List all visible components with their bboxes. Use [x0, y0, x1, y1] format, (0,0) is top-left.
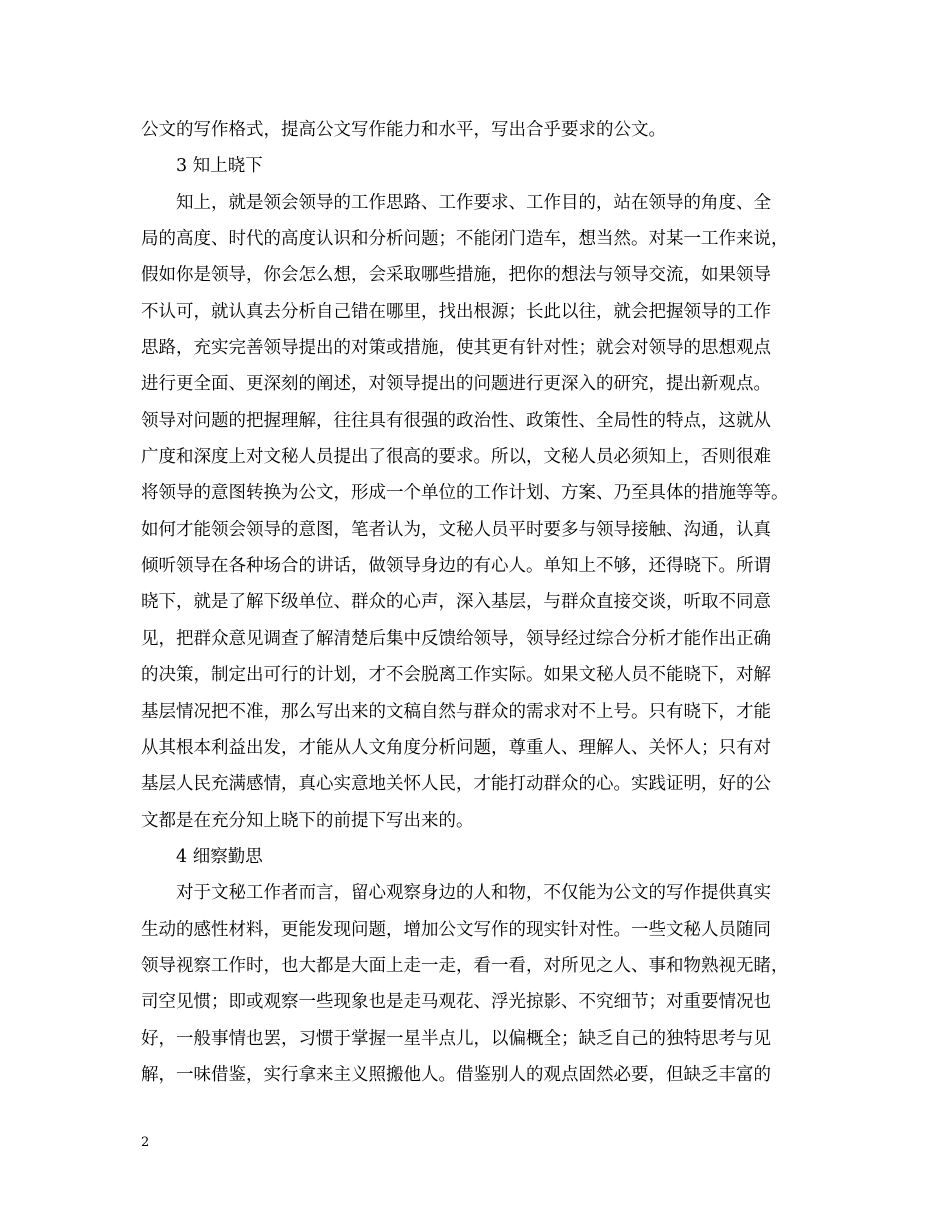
- text-line: 见，把群众意见调查了解清楚后集中反馈给领导，领导经过综合分析才能作出正确: [141, 628, 771, 649]
- text-line: 如何才能领会领导的意图，笔者认为，文秘人员平时要多与领导接触、沟通，认真: [141, 519, 771, 540]
- text-line: 公文的写作格式，提高公文写作能力和水平，写出合乎要求的公文。: [141, 120, 666, 140]
- text-line: 倾听领导在各种场合的讲话，做领导身边的有心人。单知上不够，还得晓下。所谓: [141, 556, 771, 577]
- text-line: 从其根本利益出发，才能从人文角度分析问题，尊重人、理解人、关怀人；只有对: [141, 737, 771, 758]
- text-line: 局的高度、时代的高度认识和分析问题；不能闭门造车，想当然。对某一工作来说，: [141, 229, 789, 250]
- text-line: 解，一味借鉴，实行拿来主义照搬他人。借鉴别人的观点固然必要，但缺乏丰富的: [141, 1064, 771, 1085]
- text-line: 文都是在充分知上晓下的前提下写出来的。: [141, 810, 474, 831]
- text-line: 好，一般事情也罢，习惯于掌握一星半点儿，以偏概全；缺乏自己的独特思考与见: [141, 1028, 771, 1049]
- text-line: 将领导的意图转换为公文，形成一个单位的工作计划、方案、乃至具体的措施等等。: [141, 483, 789, 504]
- text-line: 3 知上晓下: [176, 156, 263, 177]
- text-line: 司空见惯；即或观察一些现象也是走马观花、浮光掠影、不究细节；对重要情况也: [141, 992, 771, 1013]
- text-line: 领导视察工作时，也大都是大面上走一走，看一看，对所见之人、事和物熟视无睹，: [141, 955, 789, 976]
- text-line: 对于文秘工作者而言，留心观察身边的人和物，不仅能为公文的写作提供真实: [176, 883, 771, 904]
- text-line: 的决策，制定出可行的计划，才不会脱离工作实际。如果文秘人员不能晓下，对解: [141, 665, 771, 686]
- text-line: 假如你是领导，你会怎么想，会采取哪些措施，把你的想法与领导交流，如果领导: [141, 265, 771, 286]
- text-line: 知上，就是领会领导的工作思路、工作要求、工作目的，站在领导的角度、全: [176, 192, 771, 213]
- text-line: 晓下，就是了解下级单位、群众的心声，深入基层，与群众直接交谈，听取不同意: [141, 592, 771, 613]
- text-line: 进行更全面、更深刻的阐述，对领导提出的问题进行更深入的研究，提出新观点。: [141, 374, 771, 395]
- text-line: 不认可，就认真去分析自己错在哪里，找出根源；长此以往，就会把握领导的工作: [141, 301, 771, 322]
- text-line: 基层情况把不准，那么写出来的文稿自然与群众的需求对不上号。只有晓下，才能: [141, 701, 771, 722]
- text-line: 思路，充实完善领导提出的对策或措施，使其更有针对性；就会对领导的思想观点: [141, 338, 771, 359]
- text-line: 领导对问题的把握理解，往往具有很强的政治性、政策性、全局性的特点，这就从: [141, 410, 771, 431]
- text-line: 基层人民充满感情，真心实意地关怀人民，才能打动群众的心。实践证明，好的公: [141, 774, 771, 795]
- text-line: 4 细察勤思: [176, 846, 263, 867]
- text-line: 生动的感性材料，更能发现问题，增加公文写作的现实针对性。一些文秘人员随同: [141, 919, 771, 940]
- page-number: 2: [141, 1135, 150, 1150]
- body-text: [141, 112, 831, 1093]
- text-line: 广度和深度上对文秘人员提出了很高的要求。所以，文秘人员必须知上，否则很难: [141, 447, 771, 468]
